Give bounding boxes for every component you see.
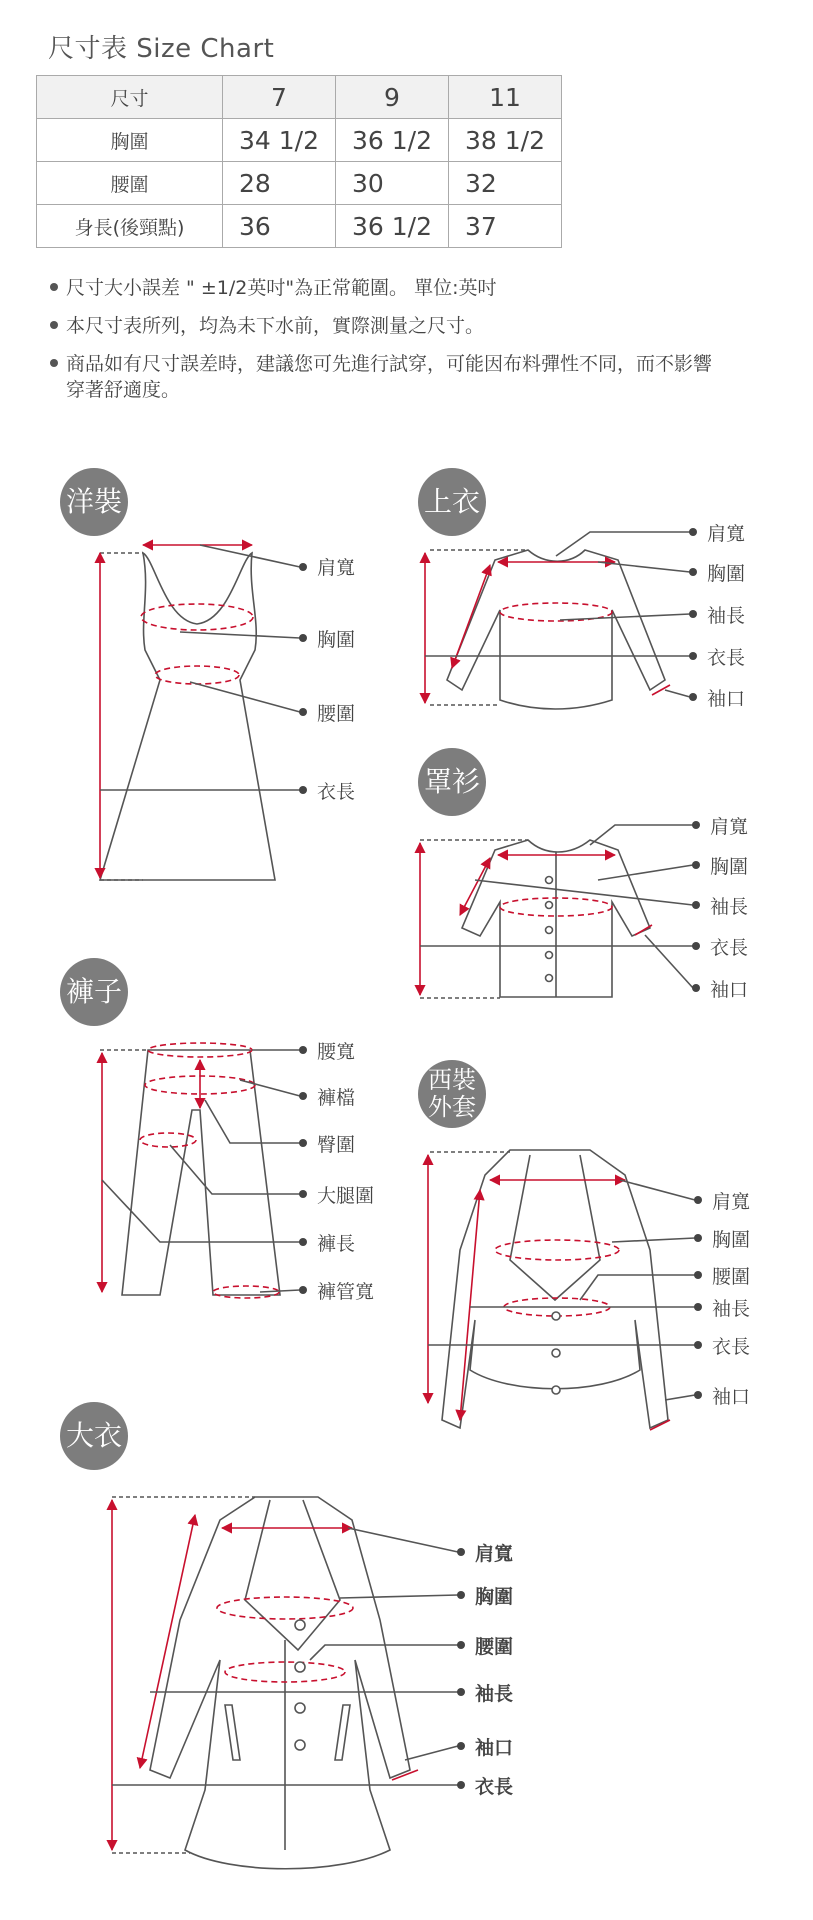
table-cell: 32 [449,162,562,205]
measure-label: 褲長 [317,1233,356,1255]
measure-label: 肩寬 [707,523,746,545]
section-badge-pants: 褲子 [60,958,128,1026]
section-badge-blouse: 罩衫 [418,748,486,816]
badge-line: 外套 [428,1093,476,1121]
measure-label: 袖長 [712,1298,751,1320]
blouse-buttons [546,877,553,982]
measure-label: 袖長 [475,1683,514,1705]
section-badge-coat: 大衣 [60,1402,128,1470]
table-cell: 38 1/2 [449,119,562,162]
measure-label: 胸圍 [710,856,749,878]
dress-leader-lines [100,545,300,790]
measure-label: 衣長 [475,1776,514,1798]
note-text: 穿著舒適度。 [66,379,181,401]
coat-buttons [295,1620,305,1750]
blouse-diagram [420,840,650,998]
coat-diagram [112,1497,410,1869]
measure-label: 衣長 [707,647,746,669]
table-cell: 34 1/2 [223,119,336,162]
table-header-cell: 尺寸 [37,76,223,119]
top-measure-lines [425,553,670,703]
page-title: 尺寸表 Size Chart [48,34,275,64]
measure-label: 腰圍 [475,1636,514,1658]
blouse-measure-lines [420,843,652,995]
top-diagram [430,550,665,709]
pants-leader-lines [102,1050,300,1292]
top-leader-lines [425,532,690,697]
table-cell: 36 [223,205,336,248]
blazer-diagram [430,1150,668,1428]
measure-label: 袖長 [707,605,746,627]
measure-label: 臀圍 [317,1134,356,1156]
table-header-cell: 7 [223,76,336,119]
measure-label: 腰寬 [317,1041,356,1063]
measure-label: 肩寬 [712,1191,751,1213]
table-cell: 37 [449,205,562,248]
measure-label: 袖長 [710,896,749,918]
note-text: 本尺寸表所列，均為未下水前，實際測量之尺寸。 [66,315,485,337]
table-header-cell: 9 [336,76,449,119]
section-badge-top: 上衣 [418,468,486,536]
table-cell: 身長(後頸點) [37,205,223,248]
measure-label: 肩寬 [317,557,356,579]
table-header-cell: 11 [449,76,562,119]
table-cell: 30 [336,162,449,205]
section-badge-blazer [418,1060,486,1128]
measure-label: 大腿圍 [317,1185,375,1207]
measure-label: 肩寬 [710,816,749,838]
table-cell: 腰圍 [37,162,223,205]
measure-label: 胸圍 [475,1586,514,1608]
dress-diagram [100,553,275,880]
pants-measure-lines [102,1043,279,1298]
blazer-buttons [552,1312,560,1394]
measure-label: 衣長 [317,781,356,803]
badge-line: 西裝 [428,1066,476,1094]
note-text: 尺寸大小誤差 " ±1/2英吋"為正常範圍。 單位:英吋 [66,277,497,299]
measure-label: 袖口 [712,1386,751,1408]
measure-label: 腰圍 [317,703,356,725]
table-cell: 36 1/2 [336,119,449,162]
table-cell: 28 [223,162,336,205]
table-cell: 胸圍 [37,119,223,162]
measure-label: 衣長 [712,1336,751,1358]
measure-label: 衣長 [710,937,749,959]
measure-label: 褲檔 [317,1087,356,1109]
measure-label: 胸圍 [712,1229,751,1251]
measure-label: 肩寬 [475,1543,514,1565]
section-badge-dress: 洋裝 [60,468,128,536]
note-text: 商品如有尺寸誤差時，建議您可先進行試穿，可能因布料彈性不同，而不影響 [66,353,713,375]
measure-label: 胸圍 [707,563,746,585]
measure-label: 腰圍 [712,1266,751,1288]
measure-label: 胸圍 [317,629,356,651]
measure-label: 袖口 [707,688,746,710]
measure-label: 褲管寬 [317,1281,375,1303]
table-cell: 36 1/2 [336,205,449,248]
measure-label: 袖口 [710,979,749,1001]
measure-label: 袖口 [475,1737,514,1759]
